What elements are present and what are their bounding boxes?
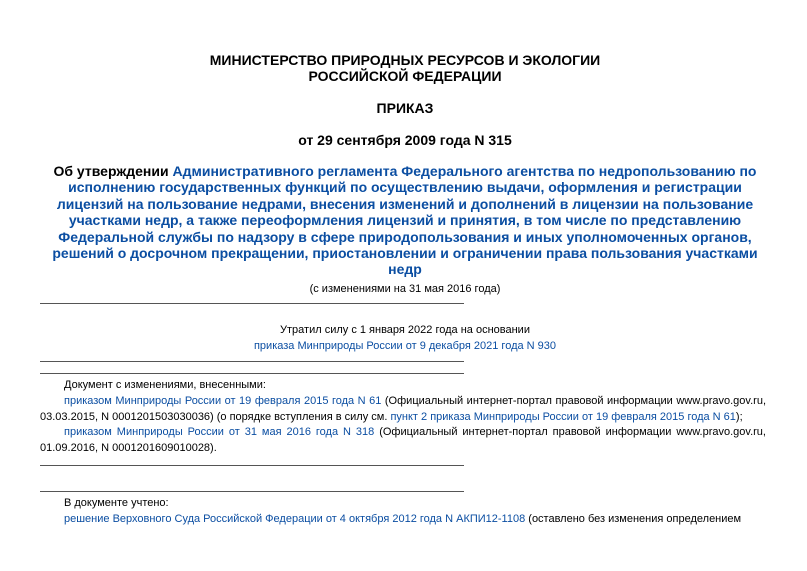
amendment-text-1: (Официальный интернет-портал правовой информации www.pravo.gov.ru, 03.03.2015, N 0001201503030036) (о порядке вступления в силу см. <box>40 395 766 423</box>
ministry-line-1: МИНИСТЕРСТВО ПРИРОДНЫХ РЕСУРСОВ И ЭКОЛОГИИ <box>209 52 601 68</box>
divider <box>40 373 464 374</box>
considered-text-1: (оставлено без изменения определением <box>525 513 742 525</box>
amendment-item-2 <box>40 425 766 456</box>
regulation-link[interactable]: Административного регламента Федерального агентства по недропользованию по исполнению государственных функций по осуществлению выдачи, оформления и регистрации лицензий на пользование недрами, внесения изменений и дополнений в лицензии на пользование участками недр, а также переоформления лицензий и принятия, в том числе по представлению Федеральной службы по надзору в сфере природопользования и иных уполномоченных органов, решений о досрочном прекращении, приостановлении и ограничении права пользования участками недр <box>52 163 758 278</box>
considered-item-1 <box>40 512 766 528</box>
amendment-text-2: (Официальный интернет-портал правовой информации www.pravo.gov.ru, 01.09.2016, N 0001201609010028). <box>40 426 766 454</box>
amendments-heading: Документ с изменениями, внесенными: <box>64 379 266 391</box>
considered-link-1[interactable]: решение Верховного Суда Российской Федерации от 4 октября 2012 года N АКПИ12-1108 <box>64 513 526 525</box>
title-prefix: Об утверждении <box>53 163 173 179</box>
divider <box>40 303 464 304</box>
ministry-line-2: РОССИЙСКОЙ ФЕДЕРАЦИИ <box>308 68 502 84</box>
amendment-item-1 <box>40 394 766 425</box>
document-type: ПРИКАЗ <box>376 100 434 116</box>
divider <box>40 465 464 466</box>
amendment-link-2[interactable]: приказом Минприроды России от 31 мая 2016 года N 318 <box>64 426 375 438</box>
repeal-link[interactable]: приказа Минприроды России от 9 декабря 2021 года N 930 <box>253 340 557 352</box>
amendment-tail-1: ); <box>735 410 743 423</box>
considered-heading: В документе учтено: <box>64 497 169 509</box>
repeal-text: Утратил силу с 1 января 2022 года на основании <box>280 324 530 336</box>
divider <box>40 491 464 492</box>
document-title <box>40 163 770 278</box>
changes-note: (с изменениями на 31 мая 2016 года) <box>309 283 501 295</box>
amendment-link-1b[interactable]: пункт 2 приказа Минприроды России от 19 февраля 2015 года N 61 <box>390 410 736 423</box>
amendment-link-1[interactable]: приказом Минприроды России от 19 февраля 2015 года N 61 <box>64 395 382 407</box>
divider <box>40 361 464 362</box>
document-date-number: от 29 сентября 2009 года N 315 <box>298 132 512 148</box>
